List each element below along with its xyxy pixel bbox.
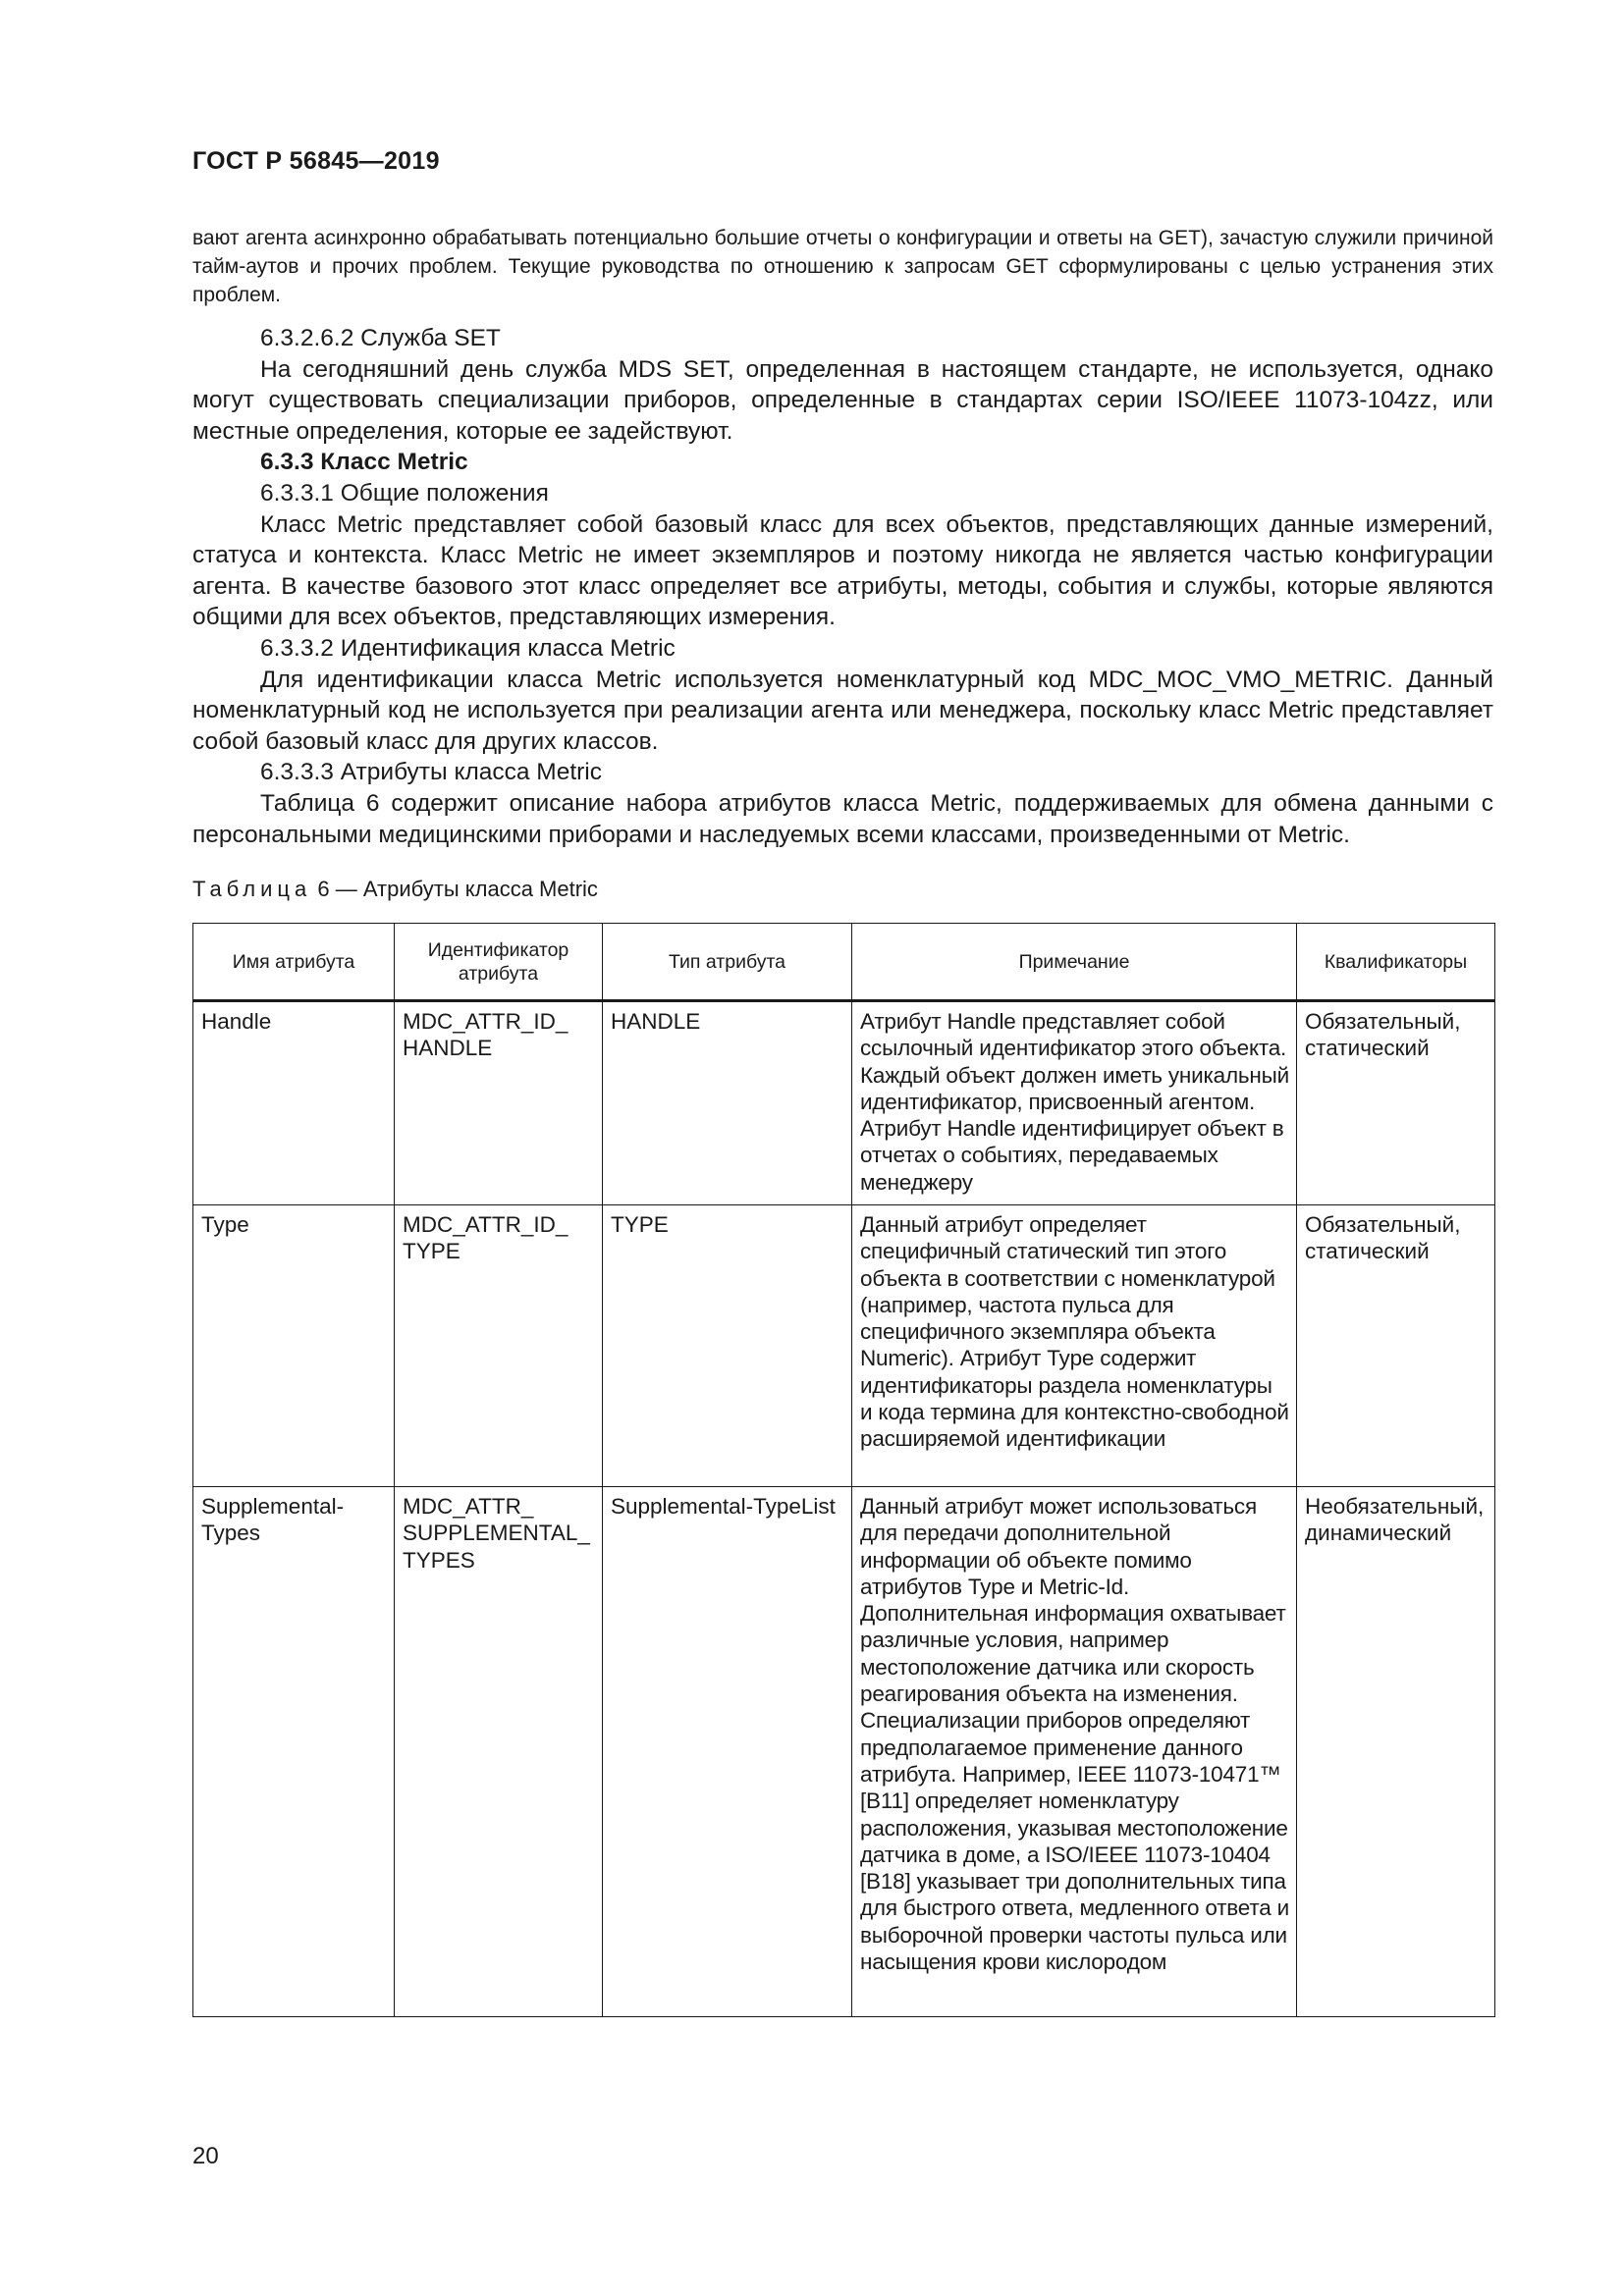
cell-qualifiers: Обязательный, статический — [1297, 1001, 1495, 1205]
cell-id: MDC_ATTR_ SUPPLEMENTAL_ TYPES — [395, 1487, 603, 2017]
section-heading-6-3-3-3: 6.3.3.3 Атрибуты класса Metric — [260, 759, 602, 786]
table-caption-title: 6 — Атрибуты класса Metric — [311, 877, 598, 901]
cell-note: Данный атрибут может использоваться для передачи дополнительной информации об объекте помимо атрибутов Type и Metric-Id. Дополнительная информация охватывает различные условия, например местоположение датчика или скорость реагирования объекта на изменения. Специализации приборов определяют предполагаемое применение данного атрибута. Например, IEEE 11073-10471™ [B11] определяет номенклатуру расположения, указывая местоположение датчика в доме, а ISO/IEEE 11073-10404 [B18] указывает три дополнительных типа для быстрого ответа, медленного ответа и выборочной проверки частоты пульса или насыщения крови кислородом — [852, 1487, 1297, 2017]
column-header-name: Имя атрибута — [193, 924, 395, 1001]
paragraph-metric-general: Класс Metric представляет собой базовый класс для всех объектов, представляющих данные измерений, статуса и контекста. Класс Metric не имеет экземпляров и поэтому никогда не является частью конфигурации агента. В качестве базового этот класс определяет все атрибуты, методы, события и службы, которые являются общими для всех объектов, представляющих измерения. — [192, 510, 1493, 631]
metric-attributes-table — [192, 923, 1495, 2017]
cell-name: Handle — [193, 1001, 395, 1205]
table-caption-label: Таблица — [192, 877, 312, 901]
cell-note: Атрибут Handle представляет собой ссылочный идентификатор этого объекта. Каждый объект должен иметь уникальный идентификатор, присвоенный агентом. Атрибут Handle идентифицирует объект в отчетах о событиях, передаваемых менеджеру — [852, 1001, 1297, 1205]
column-header-id: Идентификатор атрибута — [395, 924, 603, 1001]
section-heading-6-3-2-6-2: 6.3.2.6.2 Служба SET — [260, 325, 501, 351]
table-caption — [192, 877, 598, 902]
table-row — [193, 1487, 1495, 2017]
cell-type: Supplemental-TypeList — [603, 1487, 852, 2017]
paragraph-set-service: На сегодняшний день служба MDS SET, определенная в настоящем стандарте, не используется, однако могут существовать специализации приборов, определенные в стандартах серии ISO/IEEE 11073-104zz, или местные определения, которые ее задействуют. — [192, 355, 1493, 445]
section-heading-6-3-3: 6.3.3 Класс Metric — [260, 449, 468, 476]
cell-name: Type — [193, 1205, 395, 1487]
paragraph-metric-id: Для идентификации класса Metric используется номенклатурный код MDC_MOC_VMO_METRIC. Данный номенклатурный код не используется при реализации агента или менеджера, поскольку класс Metric представляет собой базовый класс для других классов. — [192, 666, 1493, 755]
section-heading-6-3-3-2: 6.3.3.2 Идентификация класса Metric — [260, 634, 676, 662]
column-header-qualifiers: Квалификаторы — [1297, 924, 1495, 1001]
cell-qualifiers: Обязательный, статический — [1297, 1205, 1495, 1487]
cell-name: Supplemental-Types — [193, 1487, 395, 2017]
table-row — [193, 1205, 1495, 1487]
column-header-type: Тип атрибута — [603, 924, 852, 1001]
cell-id: MDC_ATTR_ID_ HANDLE — [395, 1001, 603, 1205]
paragraph-metric-attributes: Таблица 6 содержит описание набора атрибутов класса Metric, поддерживаемых для обмена данными с персональными медицинскими приборами и наследуемых всеми классами, произведенными от Metric. — [192, 789, 1493, 848]
cell-id: MDC_ATTR_ID_ TYPE — [395, 1205, 603, 1487]
standard-header: ГОСТ Р 56845—2019 — [192, 147, 440, 175]
column-header-note: Примечание — [852, 924, 1297, 1001]
cell-note: Данный атрибут определяет специфичный статический тип этого объекта в соответствии с номенклатурой (например, частота пульса для специфичного экземпляра объекта Numeric). Атрибут Type содержит идентификаторы раздела номенклатуры и кода термина для контекстно-свободной расширяемой идентификации — [852, 1205, 1297, 1487]
cell-type: HANDLE — [603, 1001, 852, 1205]
section-heading-6-3-3-1: 6.3.3.1 Общие положения — [260, 479, 549, 507]
cell-type: TYPE — [603, 1205, 852, 1487]
page-number: 20 — [192, 2143, 219, 2169]
cell-qualifiers: Необязательный, динамический — [1297, 1487, 1495, 2017]
intro-paragraph: вают агента асинхронно обрабатывать потенциально большие отчеты о конфигурации и ответы на GET), зачастую служили причиной тайм-аутов и прочих проблем. Текущие руководства по отношению к запросам GET сформулированы с целью устранения этих проблем. — [192, 227, 1493, 306]
table-header-row — [193, 924, 1495, 1001]
table-row — [193, 1001, 1495, 1205]
body-text — [192, 224, 1493, 850]
